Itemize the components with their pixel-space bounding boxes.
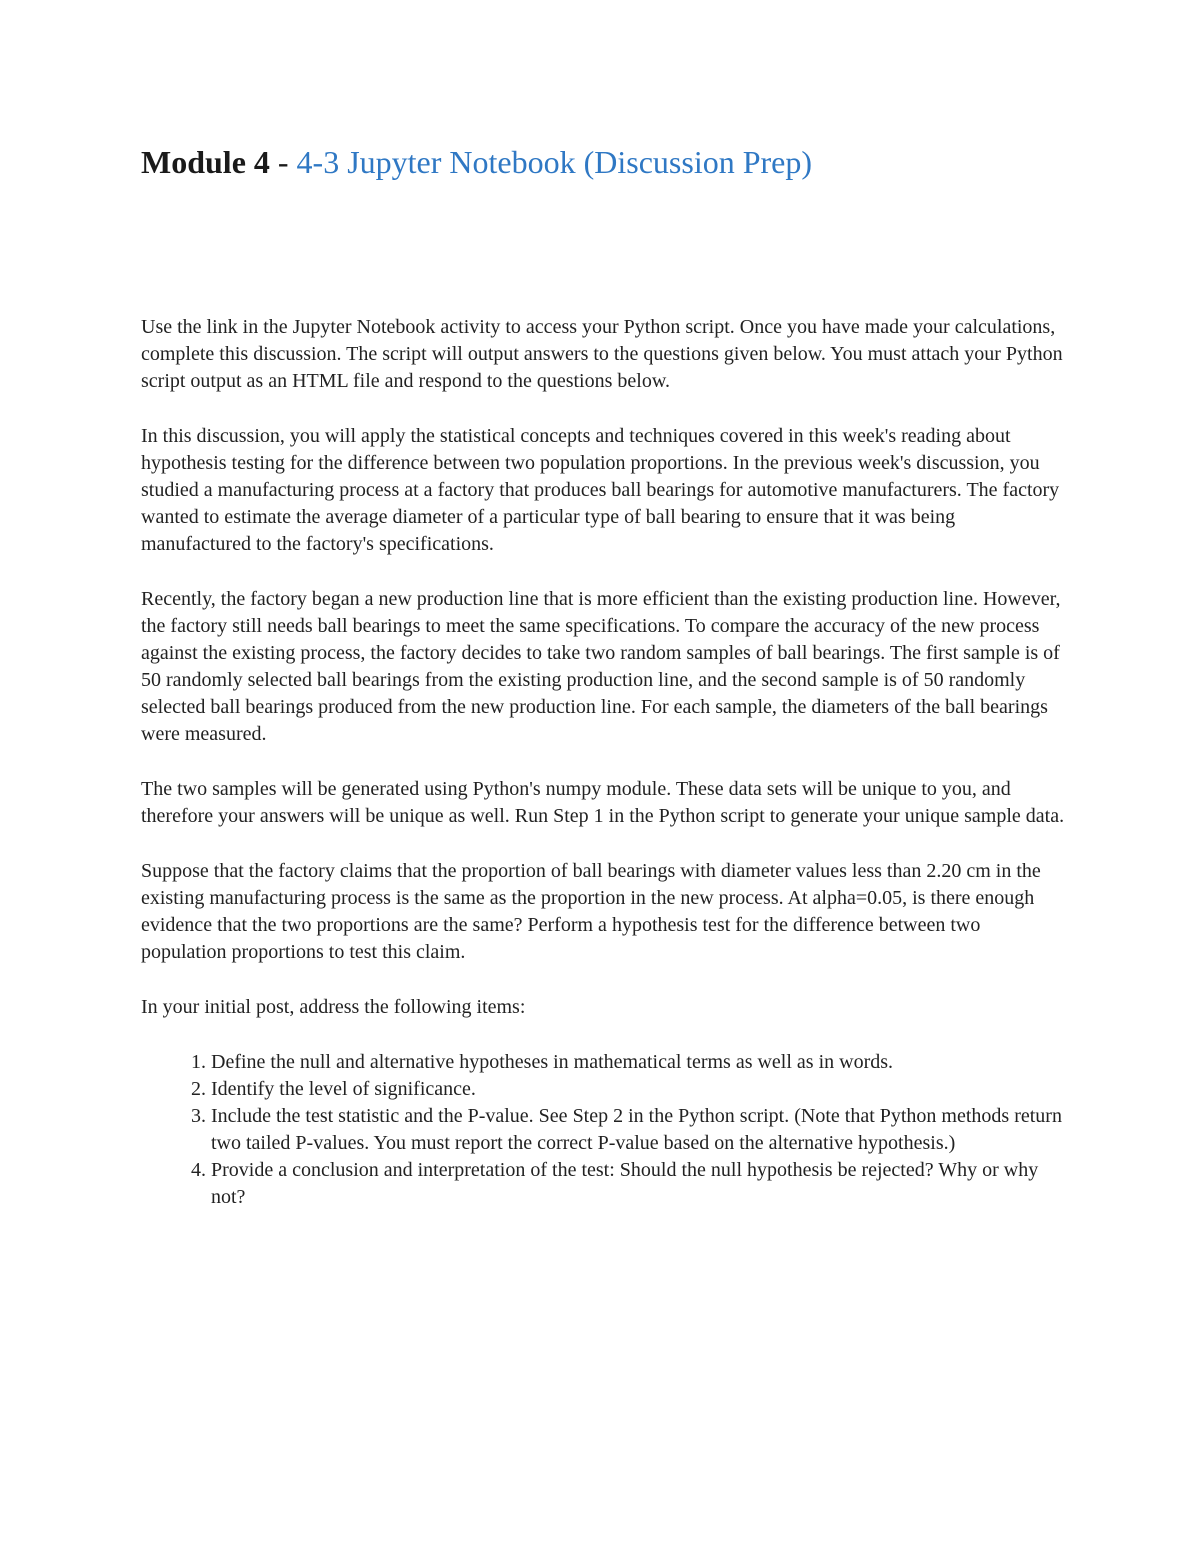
paragraph-context: In this discussion, you will apply the statistical concepts and techniques covered in this week's reading about hypothesis testing for the difference between two population proportions. In the previous week's discussion, you studied a manufacturing process at a factory that produces ball bearings for automotive manufacturers. The factory wanted to estimate the average diameter of a particular type of ball bearing to ensure that it was being manufactured to the factory's specifications. [141, 425, 1060, 555]
list-item: 4. Provide a conclusion and interpretation of the test: Should the null hypothesis be rejected? Why or why not? [211, 1157, 1066, 1211]
title-separator: - [269, 144, 297, 180]
list-item: 2. Identify the level of significance. [211, 1076, 1066, 1103]
document-body [141, 314, 1066, 1211]
paragraph-sample-generation: The two samples will be generated using Python's numpy module. These data sets will be unique to you, and therefore your answers will be unique as well. Run Step 1 in the Python script to generate your unique sample data. [141, 778, 1065, 827]
list-item: 3. Include the test statistic and the P-value. See Step 2 in the Python script. (Note that Python methods return two tailed P-values. You must report the correct P-value based on the alternative hypothesis.) [211, 1103, 1066, 1157]
paragraph-claim: Suppose that the factory claims that the proportion of ball bearings with diameter values less than 2.20 cm in the existing manufacturing process is the same as the proportion in the new process. At alpha=0.05, is there enough evidence that the two proportions are the same? Perform a hypothesis test for the difference between two population proportions to test this claim. [141, 860, 1041, 963]
document-page [141, 140, 1066, 1211]
document-title [141, 140, 1066, 184]
module-label: Module 4 [141, 144, 270, 180]
paragraph-initial-post: In your initial post, address the following items: [141, 996, 526, 1018]
requirements-list [141, 1049, 1066, 1211]
paragraph-new-production-line: Recently, the factory began a new production line that is more efficient than the existing production line. However, the factory still needs ball bearings to meet the same specifications. To compare the accuracy of the new process against the existing process, the factory decides to take two random samples of ball bearings. The first sample is of 50 randomly selected ball bearings from the existing production line, and the second sample is of 50 randomly selected ball bearings produced from the new production line. For each sample, the diameters of the ball bearings were measured. [141, 588, 1061, 745]
paragraph-instructions: Use the link in the Jupyter Notebook activity to access your Python script. Once you have made your calculations, complete this discussion. The script will output answers to the questions given below. You must attach your Python script output as an HTML file and respond to the questions below. [141, 316, 1063, 392]
discussion-prep-link[interactable]: 4-3 Jupyter Notebook (Discussion Prep) [296, 144, 813, 180]
list-item: 1. Define the null and alternative hypotheses in mathematical terms as well as in words. [211, 1049, 1066, 1076]
